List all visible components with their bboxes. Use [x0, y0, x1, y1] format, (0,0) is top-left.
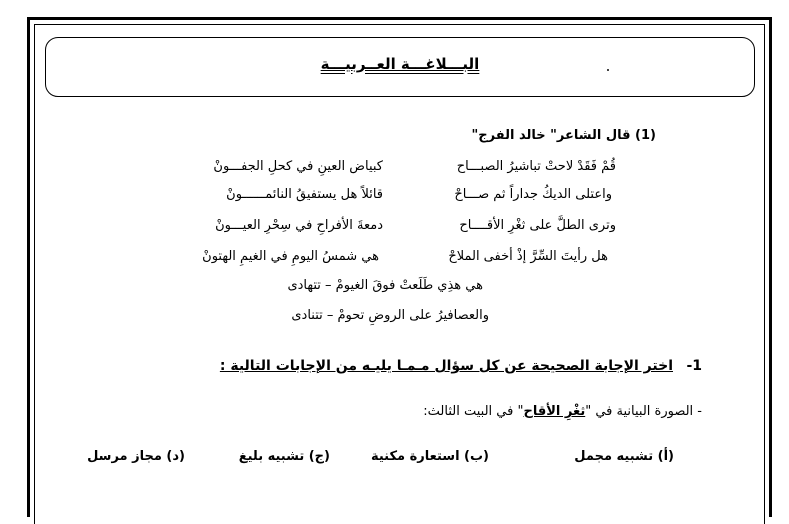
verse-2-right: واعتلى الديكُ جداراً ثم صـــاحْ: [454, 187, 612, 202]
stray-dot: [607, 69, 609, 71]
sub-question-prefix: - الصورة البيانية في ": [585, 404, 702, 419]
page-title: البـــلاغـــة العــربيـــة: [320, 55, 480, 73]
sub-question-suffix: " في البيت الثالث:: [423, 404, 524, 419]
option-b: (ب) استعارة مكنية: [370, 449, 489, 464]
question-1-header: (1) قال الشاعر" خالد الفرج": [471, 128, 656, 143]
verse-1-right: قُمْ فَقَدْ لاحتْ تباشيرُ الصبـــاح: [456, 159, 616, 174]
question-instruction: اختر الإجابة الصحيحة عن كل سؤال مـمـا يليـه من الإجابات التالية :: [219, 358, 673, 374]
verse-4-left: هي شمسُ اليومِ في الغيمِ الهتونْ: [202, 249, 379, 264]
option-c: (ج) تشبيه بليغ: [238, 449, 330, 464]
verse-2-left: قائلاً هل يستفيقُ النائمــــــونْ: [226, 187, 383, 202]
center-line-2: والعصافيرُ على الروضِ تحومْ – تتنادى: [291, 308, 489, 323]
verse-3-left: دمعةَ الأفراحِ في سِحْرِ العيـــونْ: [215, 218, 383, 233]
question-number: 1-: [686, 358, 702, 374]
verse-4-right: هل رأيتَ السِّرَّ إذْ أخفى الملاحْ: [448, 249, 608, 264]
sub-question-highlight: ثغْرِ الأقاح: [523, 404, 586, 419]
center-line-1: هي هذِي طَلَعتْ فوقَ الغيومْ – تتهادى: [287, 278, 483, 293]
option-a: (أ) تشبيه مجمل: [574, 449, 674, 464]
option-d: (د) مجاز مرسل: [87, 449, 185, 464]
sub-question: [423, 404, 702, 419]
title-box: [45, 37, 755, 97]
verse-3-right: وترى الطلَّ على ثغْرِ الأقــــاح: [459, 218, 616, 233]
verse-1-left: كبياض العينِ في كحلِ الجفـــونْ: [213, 159, 383, 174]
